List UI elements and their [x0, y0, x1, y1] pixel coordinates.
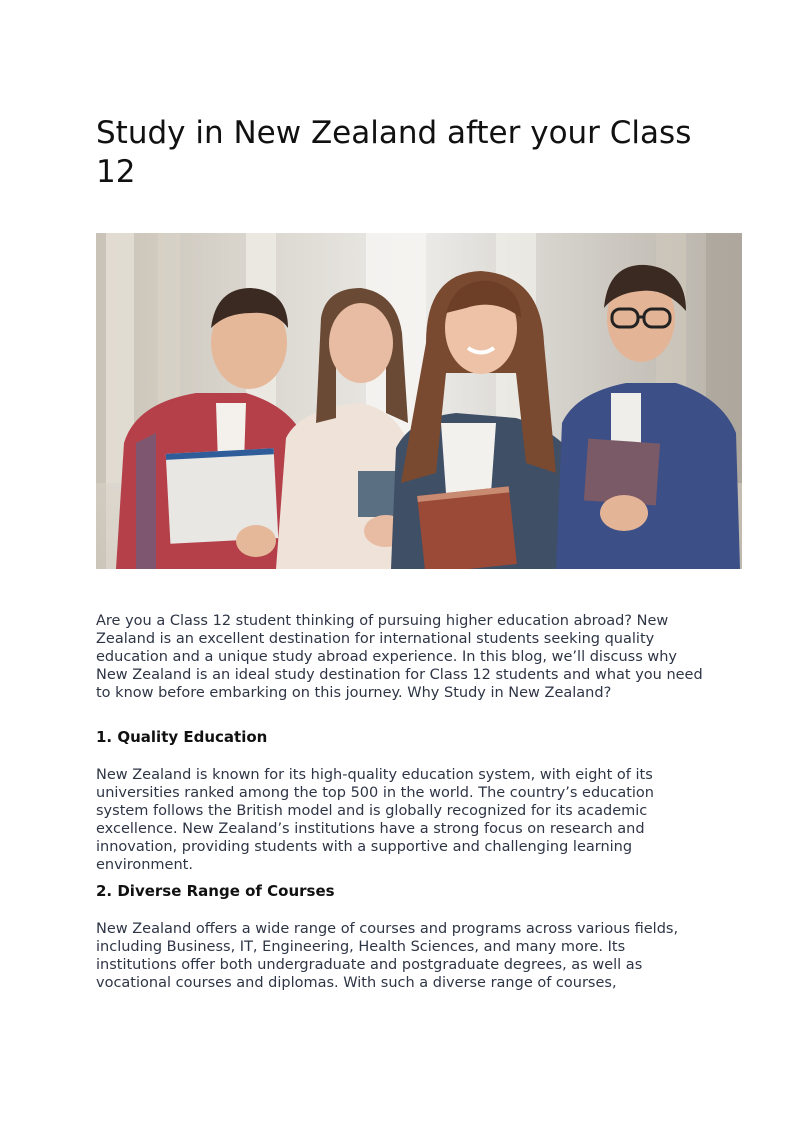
hero-image-students: [96, 233, 742, 569]
section-heading-quality-education: 1. Quality Education: [96, 728, 268, 746]
intro-paragraph: Are you a Class 12 student thinking of pursuing higher education abroad? New Zealand is an excellent destination for international students seeking quality education and a unique study abroad experience. In this blog, we’ll discuss why New Zealand is an ideal study destination for Class 12 students and what you need to know before embarking on this journey. Why Study in New Zealand?: [96, 613, 703, 701]
section-body-quality-education: New Zealand is known for its high-quality education system, with eight of its universities ranked among the top 500 in the world. The country’s education system follows the British model and is globally recognized for its academic excellence. New Zealand’s institutions have a strong focus on research and innovation, providing students with a supportive and challenging learning environment.: [96, 767, 654, 873]
section-heading-diverse-courses: 2. Diverse Range of Courses: [96, 882, 335, 900]
section-body-diverse-courses: New Zealand offers a wide range of courses and programs across various fields, including Business, IT, Engineering, Health Sciences, and many more. Its institutions offer both undergraduate and postgraduate degrees, as well as vocational courses and diplomas. With such a diverse range of courses,: [96, 921, 679, 991]
page-title: Study in New Zealand after your Class 12: [96, 115, 692, 190]
hero-image-illustration: [96, 233, 742, 569]
